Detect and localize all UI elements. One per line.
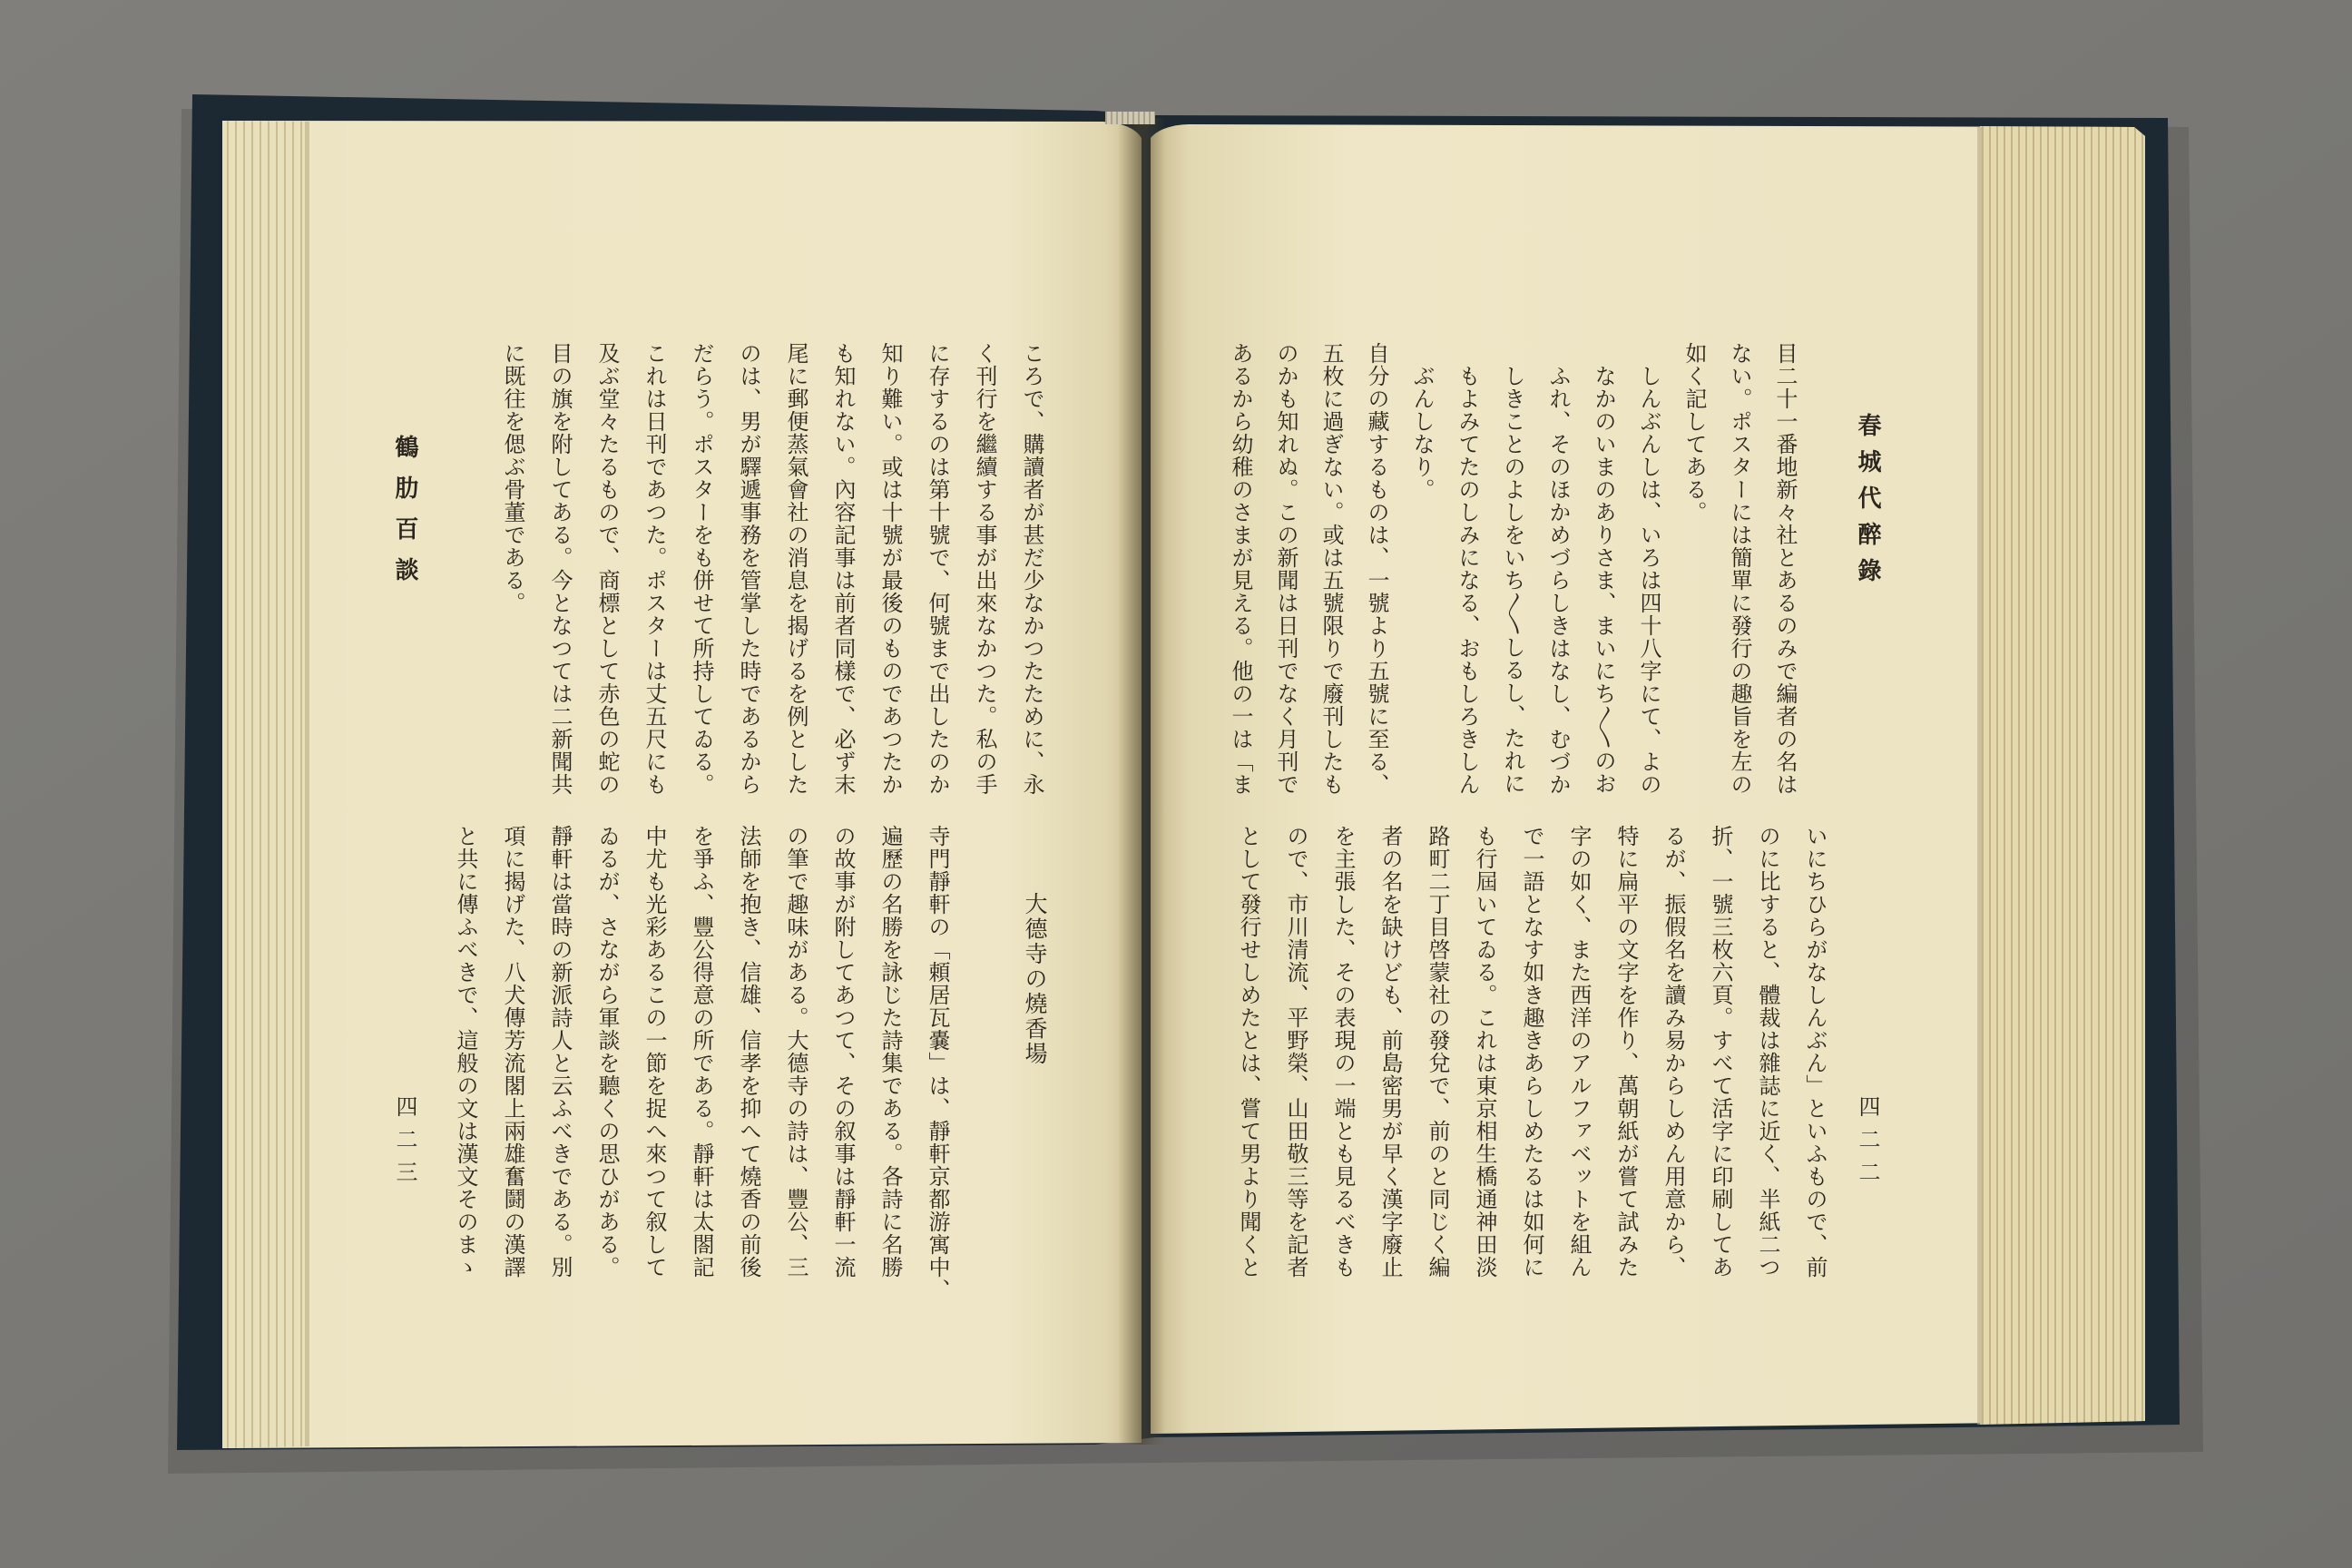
left-lower-column: 項に揭げた、八犬傳芳流閣上兩雄奮鬪の漢譯 <box>500 825 525 1279</box>
left-lower-column: 中尤も光彩あるこの一節を捉へ來つて叙して <box>642 825 667 1279</box>
left-lower-column: を爭ふ、豐公得意の所である。靜軒は太閤記 <box>689 825 714 1279</box>
left-upper-column: 及ぶ堂々たるもので、商標として赤色の蛇の <box>594 342 620 796</box>
right-lower-column: 字の如く、また西洋のアルファベットを組ん <box>1566 825 1592 1279</box>
right-edge-shadow <box>1977 127 1982 1425</box>
quoted-poster-line: ぶんしなり。 <box>1409 365 1435 501</box>
left-upper-column: これは日刊であつた。ポスターは丈五尺にも <box>642 342 667 796</box>
right-lower-column: ので、市川清流、平野榮、山田敬三等を記者 <box>1283 825 1308 1279</box>
section-heading: 大德寺の燒香場 <box>1022 892 1048 1067</box>
right-running-head: 春城代醉錄 <box>1854 413 1881 594</box>
headband <box>1105 112 1155 124</box>
left-upper-text-block <box>489 342 1055 850</box>
quoted-poster-line: しきことのよしをいち〳〵しるし、たれに <box>1500 365 1525 795</box>
right-lower-column: 折、一號三枚六頁。すべて活字に印刷してあ <box>1708 825 1733 1279</box>
left-lower-text-block <box>442 825 961 1333</box>
right-lower-column: 者の名を缺けども、前島密男が早く漢字廢止 <box>1377 825 1403 1279</box>
left-upper-column: だらう。ポスターをも併せて所持してゐる。 <box>689 342 714 796</box>
right-lower-column: で一語となす如き趣きあらしめたるは如何に <box>1519 825 1544 1279</box>
left-lower-column: 法師を抱き、信雄、信孝を抑へて燒香の前後 <box>736 825 761 1279</box>
right-lower-column: のに比すると、體裁は雜誌に近く、半紙二つ <box>1755 825 1780 1279</box>
quoted-poster-line: もよみてたのしみになる、おもしろきしん <box>1455 365 1480 796</box>
right-lower-column: 路町二丁目啓蒙社の發兌で、前のと同じく編 <box>1425 825 1450 1279</box>
right-upper-column: のかも知れぬ。この新聞は日刊でなく月刊で <box>1273 342 1298 796</box>
left-lower-column: ゐるが、さながら軍談を聽くの思ひがある。 <box>594 825 620 1279</box>
quoted-poster-line: しんぶんしは、いろは四十八字にて、よの <box>1636 365 1661 796</box>
left-upper-column: 目の旗を附してある。今となつては二新聞共 <box>547 342 573 796</box>
right-lower-column: を主張した、その表現の一端とも見るべきも <box>1330 825 1356 1279</box>
right-lower-text-block <box>1225 825 1838 1333</box>
left-page-number: 四二三 <box>392 1095 417 1193</box>
right-lower-column: 特に扁平の文字を作り、萬朝紙が嘗て試みた <box>1613 825 1639 1279</box>
spine-gutter <box>1118 118 1165 1445</box>
quoted-poster-line: なかのいまのありさま、まいにち〳〵のお <box>1591 365 1616 795</box>
left-page-edges <box>222 121 307 1448</box>
left-upper-column: 尾に郵便蒸氣會社の消息を揭げるを例とした <box>783 342 808 796</box>
left-upper-column: も知れない。內容記事は前者同樣で、必ず末 <box>830 342 856 796</box>
left-upper-column: ころで、購讀者が甚だ少なかつたために、永 <box>1019 342 1044 796</box>
right-upper-text-block <box>1218 342 1808 850</box>
left-edge-shadow <box>305 122 309 1446</box>
left-upper-column: く刊行を繼續する事が出來なかつた。私の手 <box>972 342 997 796</box>
left-lower-column: と共に傳ふべきで、這般の文は漢文そのまゝ <box>453 825 478 1279</box>
right-upper-column: 自分の藏するものは、一號より五號に至る、 <box>1364 342 1389 796</box>
right-lower-column: も行屆いてゐる。これは東京相生橋通神田淡 <box>1472 825 1497 1279</box>
right-upper-column: 五枚に過ぎない。或は五號限りで廢刊したも <box>1318 342 1344 796</box>
left-lower-column: の筆で趣味がある。大德寺の詩は、豐公、三 <box>783 825 808 1279</box>
left-lower-column: 靜軒は當時の新派詩人と云ふべきである。別 <box>547 825 573 1279</box>
left-upper-column: に存するのは第十號で、何號まで出したのか <box>925 342 950 796</box>
left-upper-column: に既往を偲ぶ骨董である。 <box>500 342 525 614</box>
right-lower-column: いにちひらがなしんぶん」といふもので、前 <box>1802 825 1828 1279</box>
right-upper-column: あるから幼稚のさまが見える。他の一は「ま <box>1228 342 1253 796</box>
left-lower-column: の故事が附してあつて、その叙事は靜軒一流 <box>830 825 856 1279</box>
quoted-poster-line: ふれ、そのほかめづらしきはなし、むづか <box>1545 365 1571 796</box>
left-upper-column: 知り難い。或は十號が最後のものであつたか <box>877 342 903 796</box>
right-lower-column: として發行せしめたとは、嘗て男より聞くと <box>1236 825 1261 1279</box>
left-lower-column: 寺門靜軒の「頼居瓦嚢」は、靜軒京都游寓中、 <box>925 825 950 1301</box>
left-running-head: 鶴肋百談 <box>391 435 418 598</box>
right-upper-column: 目二十一番地新々社とあるのみで編者の名は <box>1772 342 1798 796</box>
right-lower-column: るが、振假名を讀み易からしめん用意から、 <box>1661 825 1686 1279</box>
right-page-number: 四二二 <box>1855 1095 1880 1193</box>
right-upper-column: 如く記してある。 <box>1681 342 1707 524</box>
left-lower-column: 遍歷の名勝を詠じた詩集である。各詩に名勝 <box>877 825 903 1279</box>
left-upper-column: のは、男が驛遞事務を管掌した時であるから <box>736 342 761 796</box>
right-page-edges <box>1980 126 2145 1425</box>
right-upper-column: ない。ポスターには簡單に發行の趣旨を左の <box>1727 342 1752 796</box>
